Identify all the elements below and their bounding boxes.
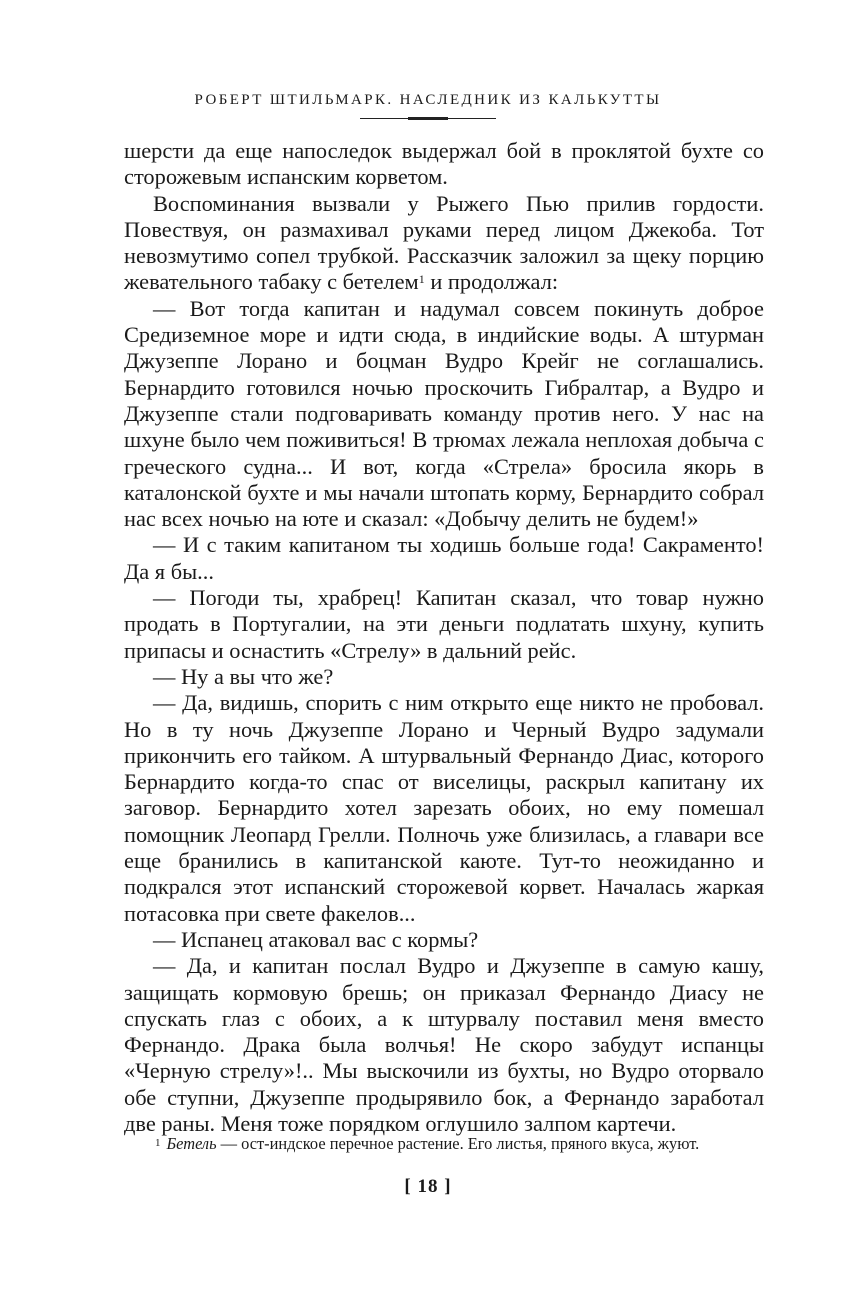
footnote <box>124 1134 764 1154</box>
paragraph: шерсти да еще напоследок выдержал бой в проклятой бухте со сторожевым испанским корветом. <box>124 138 764 190</box>
paragraph <box>124 191 764 296</box>
header-rule-accent <box>408 117 448 120</box>
paragraph: — И с таким капитаном ты ходишь больше года! Сакраменто! Да я бы... <box>124 532 764 584</box>
page-number: [ 18 ] <box>404 1176 452 1197</box>
footnote-reference: 1 <box>418 272 425 287</box>
paragraph: — Погоди ты, храбрец! Капитан сказал, что товар нужно продать в Португалии, на эти деньги подлатать шхуну, купить припасы и оснастить «Стрелу» в дальний рейс. <box>124 585 764 663</box>
footnote-text: — ост-индское перечное растение. Его листья, пряного вкуса, жуют. <box>216 1134 700 1153</box>
paragraph-text: Воспоминания вызвали у Рыжего Пью прилив гордости. Повествуя, он размахивал руками перед лицом Джекоба. Тот невозмутимо сопел трубкой. Рассказчик заложил за щеку порцию жевательного табаку с бетелем <box>124 190 764 295</box>
body-text <box>124 138 764 1137</box>
paragraph: — Да, видишь, спорить с ним открыто еще никто не пробовал. Но в ту ночь Джузеппе Лорано и Черный Вудро задумали прикончить его тайком. А штурвальный Фернандо Диас, которого Бернардито когда-то спас от виселицы, раскрыл капитану их заговор. Бернардито хотел зарезать обоих, но ему помешал помощник Леопард Грелли. Полночь уже близилась, а главари все еще бранились в капитанской каюте. Тут-то неожиданно и подкрался этот испанский сторожевой корвет. Началась жаркая потасовка при свете факелов... <box>124 690 764 926</box>
paragraph-tail: и продолжал: <box>424 269 559 295</box>
footnote-marker: 1 <box>155 1137 161 1149</box>
paragraph: — Испанец атаковал вас с кормы? <box>153 926 479 952</box>
paragraph: — Ну а вы что же? <box>153 663 334 689</box>
paragraph: — Да, и капитан послал Вудро и Джузеппе в самую кашу, защищать кормовую брешь; он приказал Фернандо Диасу не спускать глаз с обоих, а к штурвалу поставил меня вместо Фернандо. Драка была волчья! Не скоро забудут испанцы «Черную стрелу»!.. Мы выскочили из бухты, но Вудро оторвало обе ступни, Джузеппе продырявило бок, а Фернандо заработал две раны. Меня тоже порядком оглушило залпом картечи. <box>124 953 764 1136</box>
footnote-term: Бетель <box>166 1134 217 1153</box>
running-title: РОБЕРТ ШТИЛЬМАРК. НАСЛЕДНИК ИЗ КАЛЬКУТТЫ <box>194 92 662 108</box>
paragraph: — Вот тогда капитан и надумал совсем покинуть доброе Средиземное море и идти сюда, в индийские воды. А штурман Джузеппе Лорано и боцман Вудро Крейг не соглашались. Бернардито готовился ночью проскочить Гибралтар, а Вудро и Джузеппе стали подговаривать команду против него. У нас на шхуне было чем поживиться! В трюмах лежала неплохая добыча с греческого судна... И вот, когда «Стрела» бросила якорь в каталонской бухте и мы начали штопать корму, Бернардито собрал нас всех ночью на юте и сказал: «Добычу делить не будем!» <box>124 295 764 532</box>
